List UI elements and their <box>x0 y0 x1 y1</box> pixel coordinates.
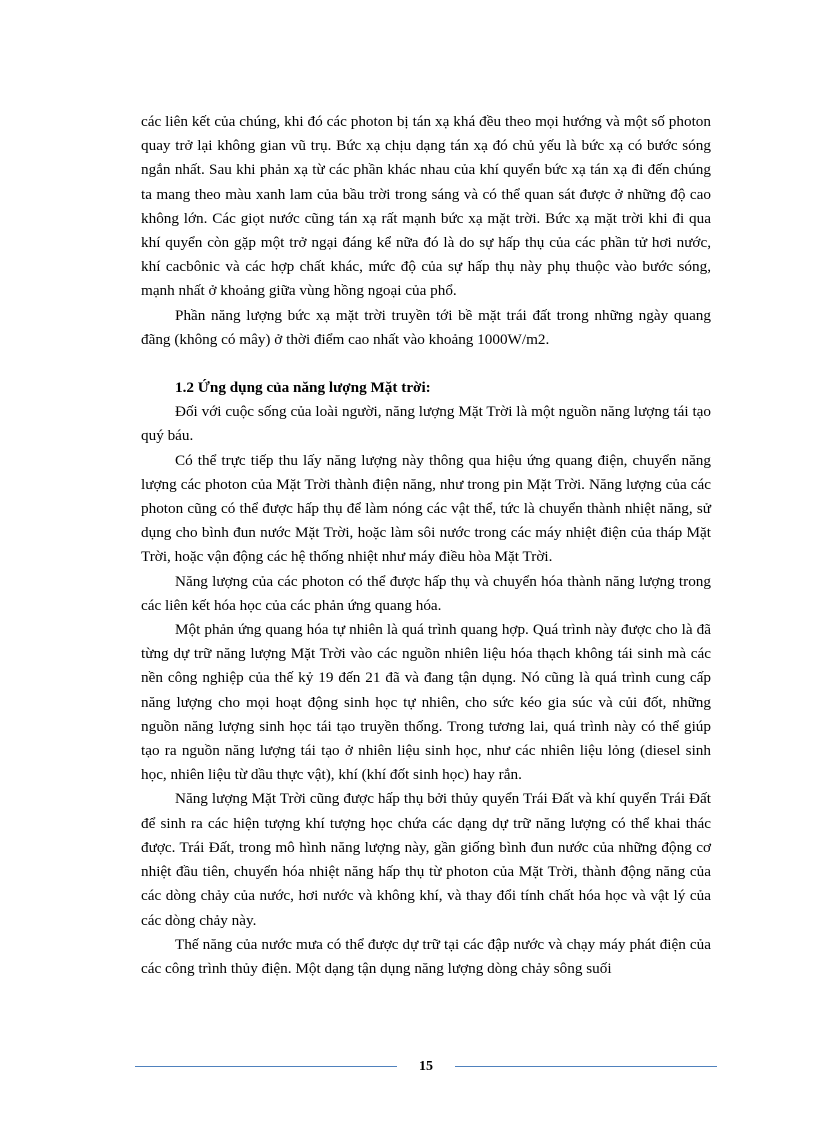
paragraph-renewable: Đối với cuộc sống của loài người, năng lượng Mặt Trời là một nguồn năng lượng tái tạo quý báu. <box>141 403 711 445</box>
document-body <box>141 110 711 981</box>
paragraph-photosynthesis: Một phản ứng quang hóa tự nhiên là quá trình quang hợp. Quá trình này được cho là đã từng dự trữ năng lượng Mặt Trời vào các nguồn nhiên liệu hóa thạch không tái sinh mà các nền công nghiệp của thế kỷ 19 đến 21 đã và đang tận dụng. Nó cũng là quá trình cung cấp năng lượng cho mọi hoạt động sinh học tự nhiên, cho sức kéo gia súc và củi đốt, những nguồn năng lượng sinh học tái tạo truyền thống. Trong tương lai, quá trình này có thể giúp tạo ra nguồn năng lượng tái tạo ở nhiên liệu sinh học, như các nhiên liệu lỏng (diesel sinh học, nhiên liệu từ dầu thực vật), khí (khí đốt sinh học) hay rắn. <box>141 621 711 784</box>
footer-rule-left <box>135 1066 397 1067</box>
paragraph-scattering: các liên kết của chúng, khi đó các photon bị tán xạ khá đều theo mọi hướng và một số photon quay trở lại không gian vũ trụ. Bức xạ chịu dạng tán xạ đó chủ yếu là bức xạ có bước sóng ngắn nhất. Sau khi phản xạ từ các phần khác nhau của khí quyển bức xạ tán xạ đi đến chúng ta mang theo màu xanh lam của bầu trời trong sáng và có thể quan sát được ở những độ cao không lớn. Các giọt nước cũng tán xạ rất mạnh bức xạ mặt trời. Bức xạ mặt trời khi đi qua khí quyển còn gặp một trở ngại đáng kể nữa đó là do sự hấp thụ của các phần tử hơi nước, khí cacbônic và các hợp chất khác, mức độ của sự hấp thụ này phụ thuộc vào bước sóng, mạnh nhất ở khoảng giữa vùng hồng ngoại của phổ. <box>141 113 711 300</box>
paragraph-photochemical: Năng lượng của các photon có thể được hấp thụ và chuyển hóa thành năng lượng trong các liên kết hóa học của các phản ứng quang hóa. <box>141 572 711 614</box>
page-number: 15 <box>419 1059 433 1074</box>
paragraph-hydropower: Thế năng của nước mưa có thể được dự trữ tại các đập nước và chạy máy phát điện của các công trình thủy điện. Một dạng tận dụng năng lượng dòng chảy sông suối <box>141 935 711 977</box>
paragraph-photovoltaic: Có thể trực tiếp thu lấy năng lượng này thông qua hiệu ứng quang điện, chuyển năng lượng các photon của Mặt Trời thành điện năng, như trong pin Mặt Trời. Năng lượng của các photon cũng có thể được hấp thụ để làm nóng các vật thể, tức là chuyển thành nhiệt năng, sử dụng cho bình đun nước Mặt Trời, hoặc làm sôi nước trong các máy nhiệt điện của tháp Mặt Trời, hoặc vận động các hệ thống nhiệt như máy điều hòa Mặt Trời. <box>141 451 711 566</box>
page-footer <box>135 1057 717 1077</box>
paragraph-surface-energy: Phần năng lượng bức xạ mặt trời truyền tới bề mặt trái đất trong những ngày quang đãng (không có mây) ở thời điểm cao nhất vào khoảng 1000W/m2. <box>141 306 711 348</box>
section-heading: 1.2 Ứng dụng của năng lượng Mặt trời: <box>175 379 431 397</box>
paragraph-hydrosphere: Năng lượng Mặt Trời cũng được hấp thụ bởi thủy quyển Trái Đất và khí quyển Trái Đất để sinh ra các hiện tượng khí tượng học chứa các dạng dự trữ năng lượng có thể khai thác được. Trái Đất, trong mô hình năng lượng này, gần giống bình đun nước của những động cơ nhiệt đầu tiên, chuyển hóa nhiệt năng hấp thụ từ photon của Mặt Trời, thành động năng của các dòng chảy của nước, hơi nước và không khí, và thay đổi tính chất hóa học và vật lý của các dòng chảy này. <box>141 790 711 929</box>
footer-rule-right <box>455 1066 717 1067</box>
